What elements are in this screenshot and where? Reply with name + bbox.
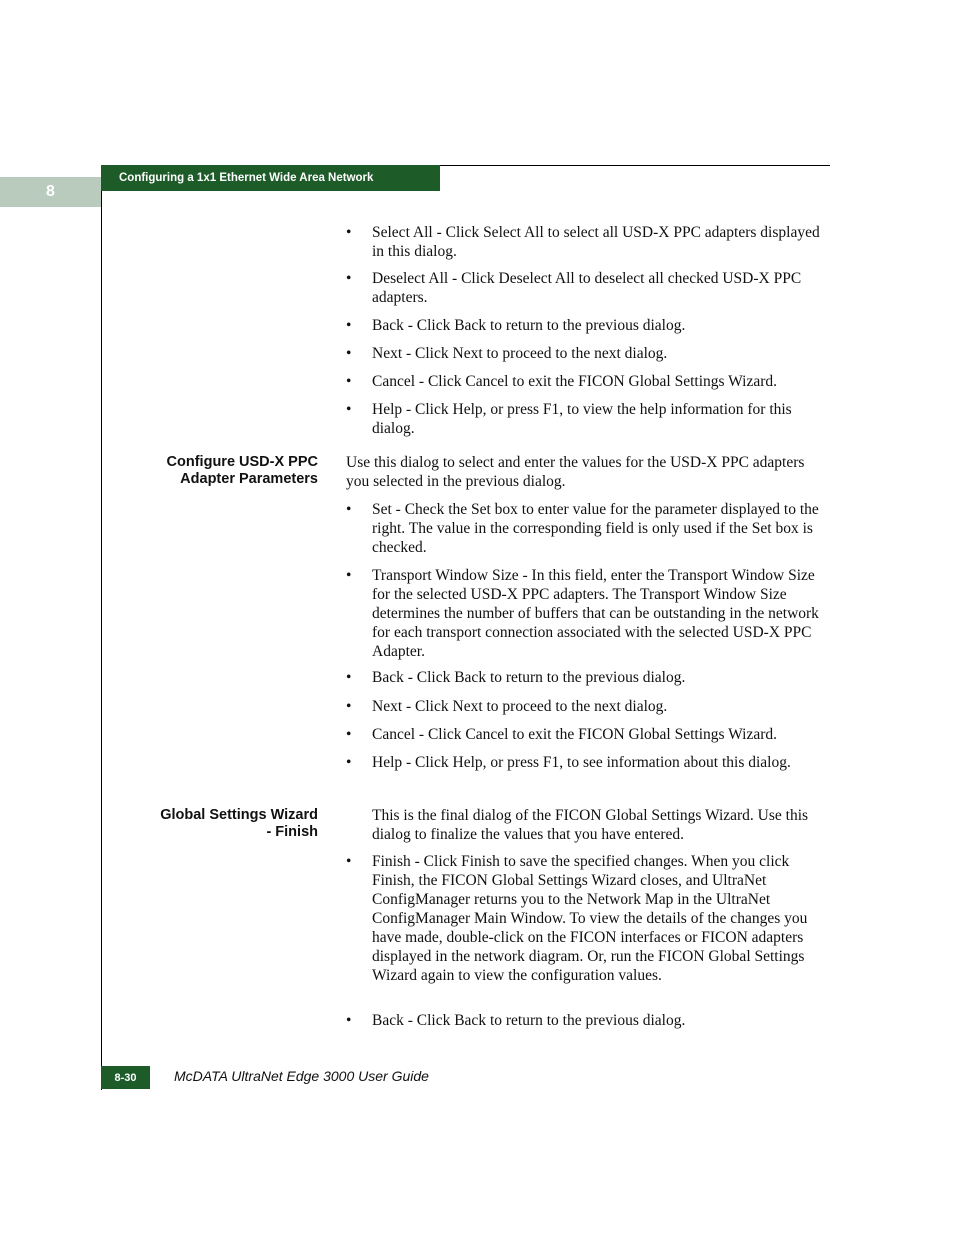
list-item: • Cancel - Click Cancel to exit the FICON Global Settings Wizard.: [346, 373, 778, 390]
list-item: • Back - Click Back to return to the previous dialog.: [346, 317, 686, 334]
list-item: • Back - Click Back to return to the previous dialog.: [346, 1012, 686, 1029]
bullet-icon: •: [346, 669, 352, 686]
list-item: • Transport Window Size - In this field, enter the Transport Window Size for the selected USD-X PPC adapters. The Transport Window Size determines the number of buffers that can be outstanding in the network for each transport connection associated with the selected USD-X PPC Adapter.: [346, 567, 819, 660]
list-item: • Help - Click Help, or press F1, to see information about this dialog.: [346, 754, 791, 771]
bullet-icon: •: [346, 567, 352, 584]
bullet-icon: •: [346, 853, 352, 870]
chapter-tab: 8: [0, 177, 101, 207]
bullet-icon: •: [346, 270, 352, 287]
list-item: • Finish - Click Finish to save the specified changes. When you click Finish, the FICON Global Settings Wizard closes, and UltraNet ConfigManager returns you to the Network Map in the UltraNet ConfigManager Main Window. To view the details of the changes you have made, double-click on the FICON interfaces or FICON adapters displayed in the network diagram. Or, run the FICON Global Settings Wizard again to view the configuration values.: [346, 853, 808, 984]
page-number: 8-30: [101, 1066, 150, 1089]
section-heading-configure: Configure USD-X PPC Adapter Parameters: [166, 454, 318, 487]
list-item: • Back - Click Back to return to the previous dialog.: [346, 669, 686, 686]
section-intro: Use this dialog to select and enter the values for the USD-X PPC adapters you selected in the previous dialog.: [346, 454, 805, 490]
list-item: • Next - Click Next to proceed to the next dialog.: [346, 698, 668, 715]
bullet-icon: •: [346, 1012, 352, 1029]
running-header: Configuring a 1x1 Ethernet Wide Area Network: [101, 165, 440, 191]
left-margin-rule: [101, 191, 102, 1090]
bullet-icon: •: [346, 317, 352, 334]
bullet-icon: •: [346, 501, 352, 518]
bullet-icon: •: [346, 754, 352, 771]
header-rule: [440, 165, 830, 166]
bullet-icon: •: [346, 224, 352, 241]
bullet-icon: •: [346, 345, 352, 362]
bullet-icon: •: [346, 726, 352, 743]
bullet-icon: •: [346, 698, 352, 715]
list-item: • Next - Click Next to proceed to the next dialog.: [346, 345, 668, 362]
list-item: • Select All - Click Select All to select all USD-X PPC adapters displayed in this dialog.: [346, 224, 820, 260]
list-item: • Cancel - Click Cancel to exit the FICON Global Settings Wizard.: [346, 726, 778, 743]
section-heading-finish: Global Settings Wizard - Finish: [160, 807, 318, 840]
bullet-icon: •: [346, 373, 352, 390]
list-item: • Deselect All - Click Deselect All to deselect all checked USD-X PPC adapters.: [346, 270, 802, 306]
list-item: • Set - Check the Set box to enter value for the parameter displayed to the right. The value in the corresponding field is only used if the Set box is checked.: [346, 501, 819, 556]
list-item: • Help - Click Help, or press F1, to view the help information for this dialog.: [346, 401, 792, 437]
section-intro: This is the final dialog of the FICON Global Settings Wizard. Use this dialog to finalize the values that you have entered.: [372, 807, 809, 843]
bullet-icon: •: [346, 401, 352, 418]
book-title: McDATA UltraNet Edge 3000 User Guide: [174, 1068, 429, 1084]
